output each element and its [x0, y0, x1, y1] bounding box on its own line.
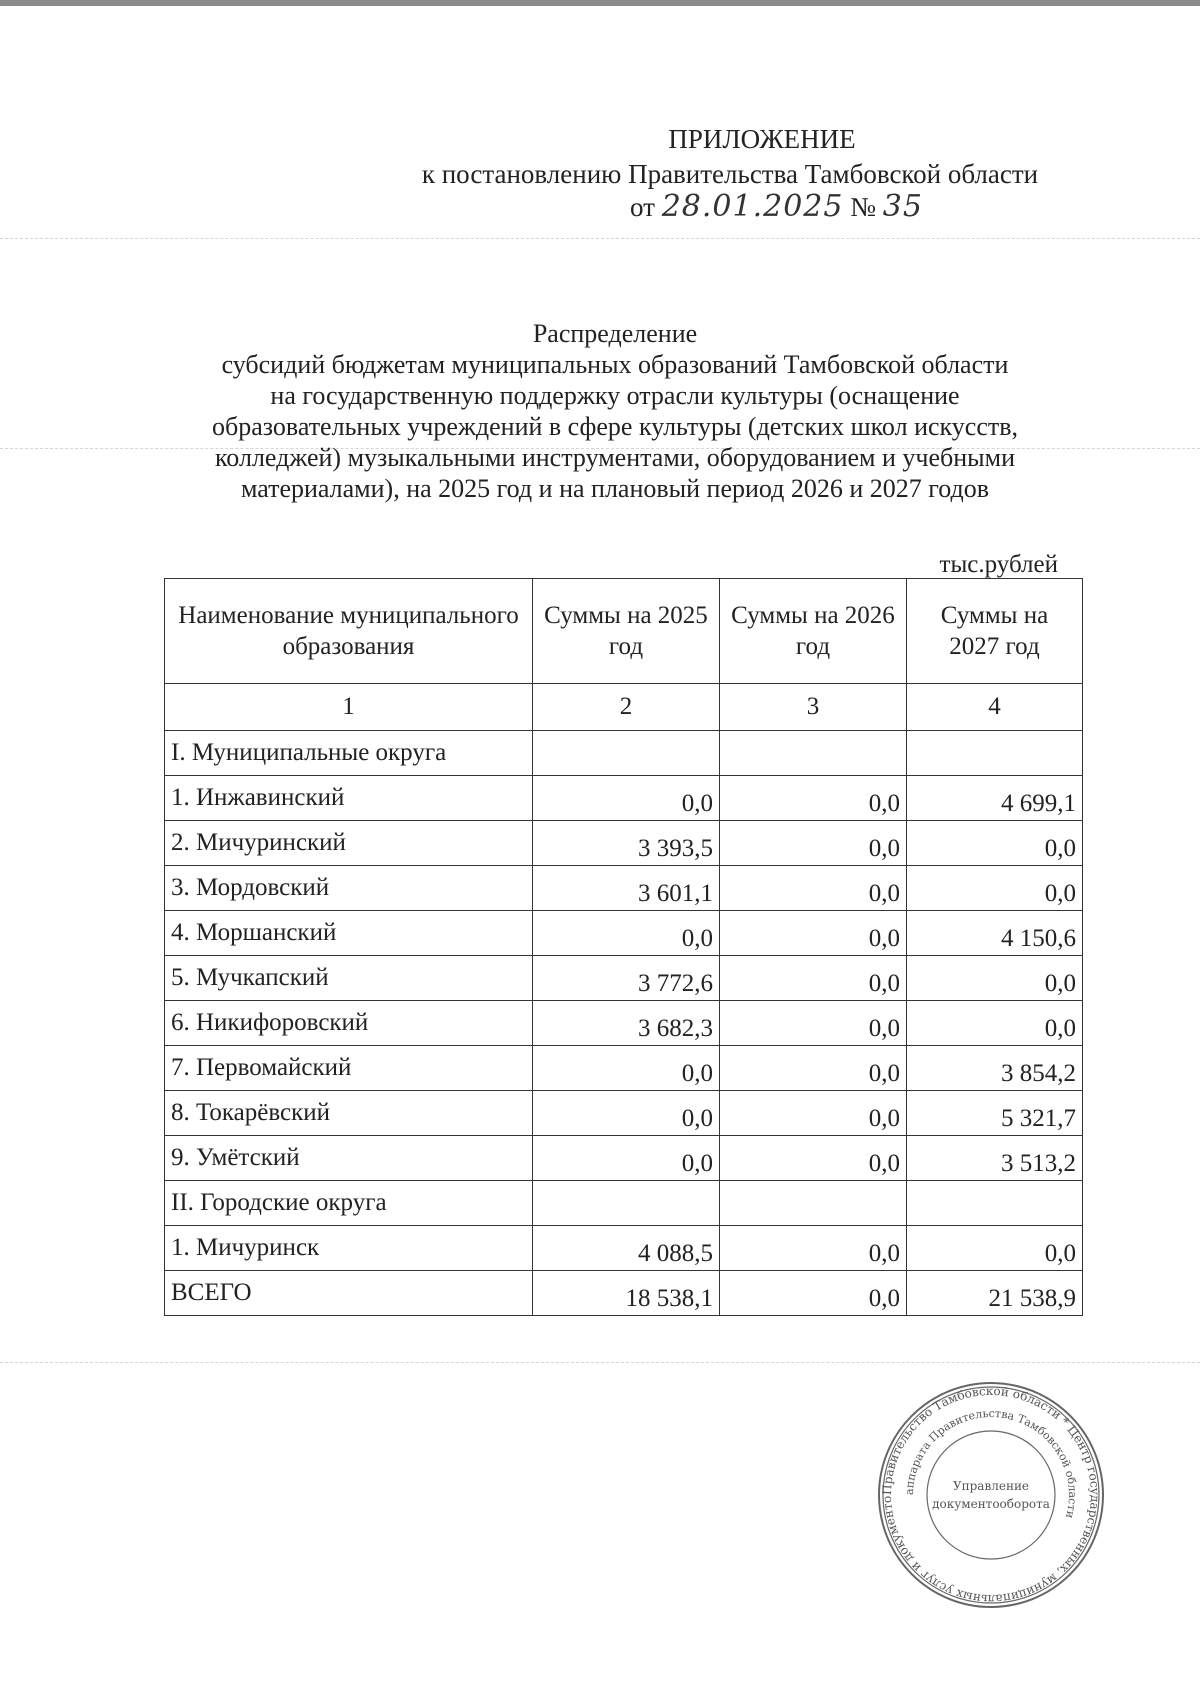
table-row — [165, 911, 1083, 956]
amount-2025-cell: 0,0 — [533, 1091, 720, 1136]
table-row — [165, 1226, 1083, 1271]
amount-2027-cell — [907, 1181, 1083, 1226]
table-row — [165, 1271, 1083, 1316]
amount-2027-cell: 0,0 — [907, 821, 1083, 866]
heading-line: материалами), на 2025 год и на плановый период 2026 и 2027 годов — [240, 474, 990, 503]
heading-line: на государственную поддержку отрасли культуры (оснащение — [270, 381, 960, 410]
municipality-name-cell: 4. Моршанский — [165, 911, 533, 956]
table-row — [165, 1046, 1083, 1091]
table-row — [165, 1091, 1083, 1136]
amount-2025-cell: 3 601,1 — [533, 866, 720, 911]
handwritten-number: 35 — [882, 189, 923, 224]
amount-2026-cell: 0,0 — [720, 866, 907, 911]
svg-text:аппарата Правительства Тамбовс: аппарата Правительства Тамбовской области — [902, 1406, 1080, 1520]
table-row — [165, 956, 1083, 1001]
appendix-date-number — [630, 190, 923, 224]
amount-2025-cell — [533, 1181, 720, 1226]
amount-2026-cell: 0,0 — [720, 1091, 907, 1136]
amount-2027-cell: 0,0 — [907, 956, 1083, 1001]
amount-2026-cell: 0,0 — [720, 776, 907, 821]
municipality-name-cell: II. Городские округа — [165, 1181, 533, 1226]
table-header-row — [165, 579, 1083, 684]
amount-2025-cell: 3 772,6 — [533, 956, 720, 1001]
column-number: 2 — [533, 684, 720, 731]
amount-2027-cell: 0,0 — [907, 1001, 1083, 1046]
header-2025: Суммы на 2025 год — [533, 579, 720, 684]
document-heading — [150, 318, 1080, 504]
amount-2027-cell: 4 699,1 — [907, 776, 1083, 821]
amount-2027-cell: 21 538,9 — [907, 1271, 1083, 1316]
amount-2026-cell: 0,0 — [720, 956, 907, 1001]
table-row — [165, 1181, 1083, 1226]
amount-2026-cell — [720, 1181, 907, 1226]
amount-2027-cell: 3 513,2 — [907, 1136, 1083, 1181]
number-label: № — [850, 192, 876, 222]
amount-2025-cell: 0,0 — [533, 911, 720, 956]
header-municipality: Наименование муниципального образования — [165, 579, 533, 684]
amount-2027-cell: 5 321,7 — [907, 1091, 1083, 1136]
amount-2026-cell: 0,0 — [720, 1001, 907, 1046]
amount-2025-cell: 4 088,5 — [533, 1226, 720, 1271]
scan-artifact-line — [0, 238, 1200, 239]
amount-2027-cell: 0,0 — [907, 866, 1083, 911]
amount-2026-cell — [720, 731, 907, 776]
municipality-name-cell: 3. Мордовский — [165, 866, 533, 911]
scan-artifact-line — [0, 1362, 1200, 1363]
column-number: 1 — [165, 684, 533, 731]
header-2026: Суммы на 2026 год — [720, 579, 907, 684]
municipality-name-cell: 9. Умётский — [165, 1136, 533, 1181]
amount-2025-cell: 18 538,1 — [533, 1271, 720, 1316]
official-stamp — [876, 1380, 1106, 1610]
table-row — [165, 1001, 1083, 1046]
units-label: тыс.рублей — [939, 551, 1058, 578]
municipality-name-cell: 1. Мичуринск — [165, 1226, 533, 1271]
heading-line: субсидий бюджетам муниципальных образований Тамбовской области — [221, 350, 1009, 379]
table-row — [165, 731, 1083, 776]
amount-2027-cell: 3 854,2 — [907, 1046, 1083, 1091]
subsidy-table — [164, 578, 1083, 1316]
municipality-name-cell: 7. Первомайский — [165, 1046, 533, 1091]
amount-2026-cell: 0,0 — [720, 821, 907, 866]
amount-2025-cell: 3 682,3 — [533, 1001, 720, 1046]
heading-line: колледжей) музыкальными инструментами, оборудованием и учебными — [215, 443, 1015, 472]
municipality-name-cell: 6. Никифоровский — [165, 1001, 533, 1046]
svg-text:Правительство Тамбовской облас: Правительство Тамбовской области * Центр государственных, муниципальных услуг и документо — [879, 1383, 1103, 1607]
amount-2026-cell: 0,0 — [720, 1136, 907, 1181]
from-label: от — [630, 192, 655, 222]
scan-top-edge — [0, 0, 1200, 6]
svg-text:документооборота: документооборота — [932, 1497, 1050, 1511]
amount-2025-cell: 0,0 — [533, 776, 720, 821]
heading-line: образовательных учреждений в сфере культуры (детских школ искусств, — [212, 412, 1018, 441]
amount-2026-cell: 0,0 — [720, 1226, 907, 1271]
header-2027: Суммы на 2027 год — [907, 579, 1083, 684]
table-row — [165, 1136, 1083, 1181]
table-row — [165, 866, 1083, 911]
municipality-name-cell: 1. Инжавинский — [165, 776, 533, 821]
municipality-name-cell: I. Муниципальные округа — [165, 731, 533, 776]
amount-2025-cell: 0,0 — [533, 1046, 720, 1091]
heading-line: Распределение — [532, 319, 698, 348]
municipality-name-cell: 2. Мичуринский — [165, 821, 533, 866]
amount-2025-cell — [533, 731, 720, 776]
amount-2027-cell — [907, 731, 1083, 776]
amount-2026-cell: 0,0 — [720, 1271, 907, 1316]
amount-2026-cell: 0,0 — [720, 1046, 907, 1091]
municipality-name-cell: 8. Токарёвский — [165, 1091, 533, 1136]
column-number-row — [165, 684, 1083, 731]
appendix-title: ПРИЛОЖЕНИЕ — [668, 124, 856, 154]
stamp-seal-icon — [876, 1380, 1106, 1610]
handwritten-date: 28.01.2025 — [661, 189, 844, 224]
svg-text:Управление: Управление — [952, 1479, 1030, 1493]
municipality-name-cell: 5. Мучкапский — [165, 956, 533, 1001]
appendix-resolution-line: к постановлению Правительства Тамбовской области — [421, 159, 1039, 189]
amount-2025-cell: 0,0 — [533, 1136, 720, 1181]
table-row — [165, 821, 1083, 866]
amount-2027-cell: 4 150,6 — [907, 911, 1083, 956]
column-number: 4 — [907, 684, 1083, 731]
amount-2027-cell: 0,0 — [907, 1226, 1083, 1271]
table-row — [165, 776, 1083, 821]
amount-2025-cell: 3 393,5 — [533, 821, 720, 866]
municipality-name-cell: ВСЕГО — [165, 1271, 533, 1316]
amount-2026-cell: 0,0 — [720, 911, 907, 956]
column-number: 3 — [720, 684, 907, 731]
